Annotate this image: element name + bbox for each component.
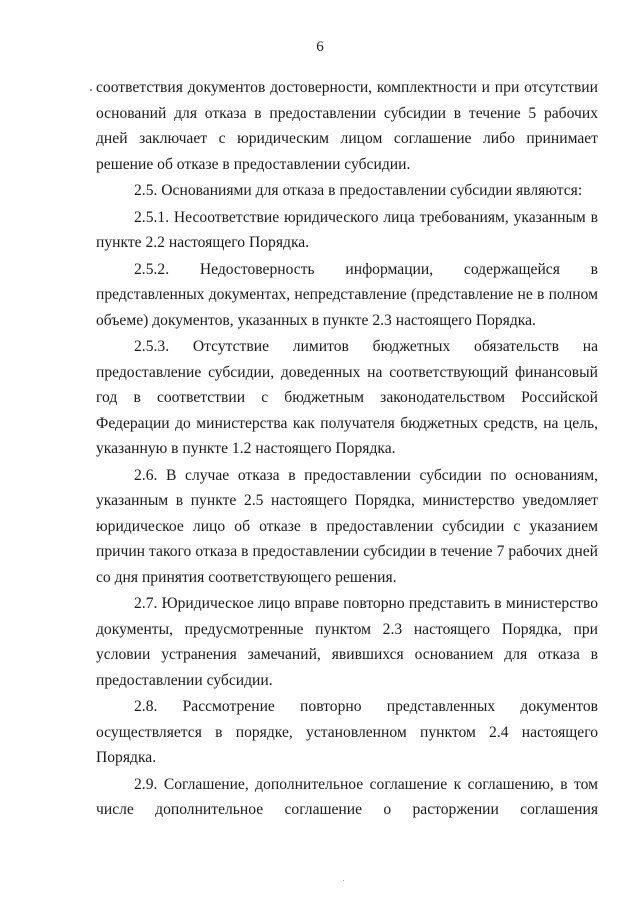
paragraph-continuation: соответствия документов достоверности, комплектности и при отсутствии оснований для отказа в предоставлении субсидии в течение 5 рабочих дней заключает с юридическим лицом соглашение либо принимает решение об отказе в предоставлении субсидии. <box>96 79 598 173</box>
scan-speck <box>343 880 344 881</box>
paragraph-2-5-1: 2.5.1. Несоответствие юридического лица требованиям, указанным в пункте 2.2 настоящего Порядка. <box>96 208 598 251</box>
document-body <box>96 75 598 824</box>
paragraph-2-5: 2.5. Основаниями для отказа в предоставлении субсидии являются: <box>134 182 583 199</box>
paragraph-2-5-2: 2.5.2. Недостоверность информации, содержащейся в представленных документах, непредставление (представление не в полном объеме) документов, указанных в пункте 2.3 настоящего Порядка. <box>96 260 598 329</box>
paragraph-2-6: 2.6. В случае отказа в предоставлении субсидии по основаниям, указанным в пункте 2.5 настоящего Порядка, министерство уведомляет юридическое лицо об отказе в предоставлении субсидии с указанием причин такого отказа в предоставлении субсидии в течение 7 рабочих дней со дня принятия соответствующего решения. <box>96 466 598 586</box>
scan-speck <box>90 89 92 91</box>
paragraph-2-5-3: 2.5.3. Отсутствие лимитов бюджетных обязательств на предоставление субсидии, доведенных на соответствующий финансовый год в соответствии с бюджетным законодательством Российской Федерации до министерства как получателя бюджетных средств, на цель, указанную в пункте 1.2 настоящего Порядка. <box>96 338 598 457</box>
paragraph-2-9: 2.9. Соглашение, дополнительное соглашение к соглашению, в том числе дополнительное соглашение о расторжении соглашения <box>96 775 598 818</box>
page-number: 6 <box>316 39 324 55</box>
paragraph-2-8: 2.8. Рассмотрение повторно представленных документов осуществляется в порядке, установленном пунктом 2.4 настоящего Порядка. <box>96 698 598 766</box>
paragraph-2-7: 2.7. Юридическое лицо вправе повторно представить в министерство документы, предусмотренные пунктом 2.3 настоящего Порядка, при условии устранения замечаний, явившихся основанием для отказа в предоставлении субсидии. <box>96 595 598 689</box>
